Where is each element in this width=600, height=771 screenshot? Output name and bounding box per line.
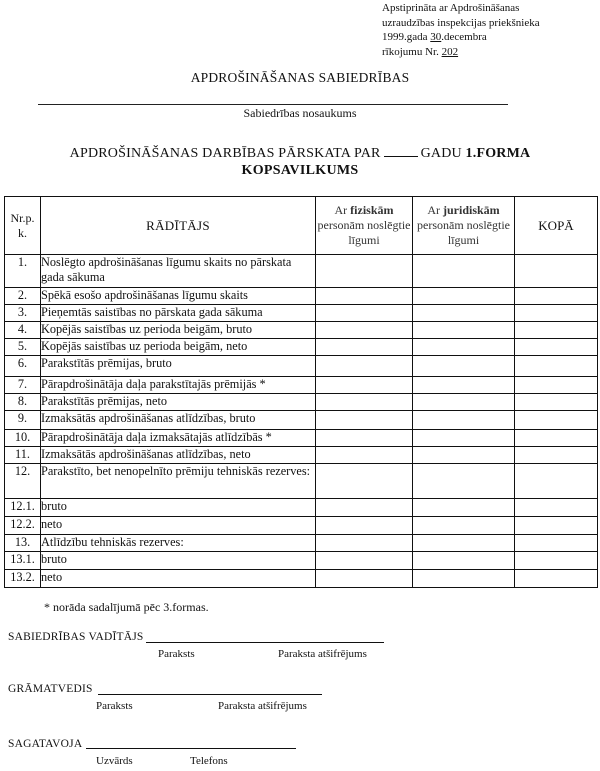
table-row: [5, 305, 598, 322]
row-indicator: Izmaksātās apdrošināšanas atlīdzības, neto: [41, 447, 316, 464]
preparer-phone-caption: Telefons: [190, 755, 228, 767]
table-row: [5, 499, 598, 517]
preparer-label: SAGATAVOJA: [8, 738, 83, 750]
row-number: 2.: [5, 288, 41, 305]
accountant-sign-caption: Paraksts: [96, 700, 133, 712]
table-row: [5, 322, 598, 339]
table-row: [5, 535, 598, 552]
row-indicator: bruto: [41, 552, 316, 570]
row-indicator: Pieņemtās saistības no pārskata gada sākuma: [41, 305, 316, 322]
legal-value-cell[interactable]: [413, 499, 515, 517]
footnote: * norāda sadalījumā pēc 3.formas.: [44, 600, 209, 614]
approval-date-prefix: 1999.gada: [382, 31, 431, 43]
preparer-signature-line[interactable]: [86, 748, 296, 749]
legal-value-cell[interactable]: [413, 464, 515, 499]
table-row: [5, 570, 598, 588]
table-row: [5, 356, 598, 377]
row-indicator: Pārapdrošinātāja daļa izmaksātajās atlīdzībās *: [41, 430, 316, 447]
report-subtitle: KOPSAVILKUMS: [241, 163, 359, 178]
col-header-legal-pre: Ar: [427, 203, 443, 217]
table-row: [5, 430, 598, 447]
col-header-legal: [413, 197, 515, 255]
row-number: 5.: [5, 339, 41, 356]
report-title-left: APDROŠINĀŠANAS DARBĪBAS PĀRSKATA PAR: [69, 146, 381, 161]
table-row: [5, 394, 598, 411]
form-label: 1.FORMA: [465, 146, 531, 161]
total-value-cell[interactable]: [515, 552, 598, 570]
accountant-label: GRĀMATVEDIS: [8, 683, 93, 695]
row-number: 8.: [5, 394, 41, 411]
legal-value-cell[interactable]: [413, 322, 515, 339]
total-value-cell[interactable]: [515, 499, 598, 517]
col-header-legal-bold: juridiskām: [442, 203, 500, 217]
manager-signature-line[interactable]: [146, 642, 384, 643]
approval-note: [382, 1, 597, 59]
total-value-cell[interactable]: [515, 570, 598, 588]
legal-value-cell[interactable]: [413, 394, 515, 411]
col-header-legal-rest: personām noslēgtie līgumi: [417, 218, 510, 247]
physical-value-cell[interactable]: [316, 411, 413, 430]
approval-day: 30: [430, 31, 442, 43]
physical-value-cell[interactable]: [316, 255, 413, 288]
row-indicator: Atlīdzību tehniskās rezerves:: [41, 535, 316, 552]
approval-line-1: Apstiprināta ar Apdrošināšanas: [382, 2, 520, 14]
physical-value-cell[interactable]: [316, 570, 413, 588]
physical-value-cell[interactable]: [316, 447, 413, 464]
total-value-cell[interactable]: [515, 535, 598, 552]
total-value-cell[interactable]: [515, 255, 598, 288]
total-value-cell[interactable]: [515, 394, 598, 411]
table-row: [5, 255, 598, 288]
legal-value-cell[interactable]: [413, 430, 515, 447]
total-value-cell[interactable]: [515, 377, 598, 394]
row-number: 12.1.: [5, 499, 41, 517]
row-indicator: Spēkā esošo apdrošināšanas līgumu skaits: [41, 288, 316, 305]
accountant-signature-line[interactable]: [98, 694, 322, 695]
legal-value-cell[interactable]: [413, 552, 515, 570]
row-indicator: Parakstītās prēmijas, neto: [41, 394, 316, 411]
table-row: [5, 339, 598, 356]
total-value-cell[interactable]: [515, 305, 598, 322]
legal-value-cell[interactable]: [413, 517, 515, 535]
approval-line-4: [382, 45, 597, 60]
physical-value-cell[interactable]: [316, 322, 413, 339]
physical-value-cell[interactable]: [316, 464, 413, 499]
company-title: APDROŠINĀŠANAS SABIEDRĪBAS: [190, 70, 410, 85]
approval-month: .decembra: [441, 31, 487, 43]
report-title: [0, 146, 600, 162]
total-value-cell[interactable]: [515, 411, 598, 430]
row-indicator: Kopējās saistības uz perioda beigām, neto: [41, 339, 316, 356]
col-header-physical-rest: personām noslēgtie līgumi: [317, 218, 411, 247]
physical-value-cell[interactable]: [316, 535, 413, 552]
summary-table: [4, 196, 598, 588]
table-body: [5, 255, 598, 588]
row-number: 13.2.: [5, 570, 41, 588]
table-row: [5, 464, 598, 499]
table-row: [5, 411, 598, 430]
legal-value-cell[interactable]: [413, 305, 515, 322]
table-row: [5, 377, 598, 394]
col-header-nr: Nr.p. k.: [5, 197, 41, 255]
company-name-line[interactable]: [38, 104, 508, 105]
row-number: 12.2.: [5, 517, 41, 535]
physical-value-cell[interactable]: [316, 517, 413, 535]
table-row: [5, 288, 598, 305]
table-header-row: [5, 197, 598, 255]
total-value-cell[interactable]: [515, 356, 598, 377]
manager-label: SABIEDRĪBAS VADĪTĀJS: [8, 631, 144, 643]
physical-value-cell[interactable]: [316, 377, 413, 394]
approval-line-2: uzraudzības inspekcijas priekšnieka: [382, 16, 540, 29]
physical-value-cell[interactable]: [316, 394, 413, 411]
physical-value-cell[interactable]: [316, 356, 413, 377]
approval-order-prefix: rīkojumu Nr.: [382, 45, 442, 58]
row-number: 1.: [5, 255, 41, 288]
total-value-cell[interactable]: [515, 517, 598, 535]
row-number: 13.: [5, 535, 41, 552]
physical-value-cell[interactable]: [316, 305, 413, 322]
legal-value-cell[interactable]: [413, 255, 515, 288]
legal-value-cell[interactable]: [413, 447, 515, 464]
legal-value-cell[interactable]: [413, 570, 515, 588]
legal-value-cell[interactable]: [413, 339, 515, 356]
row-number: 6.: [5, 356, 41, 377]
total-value-cell[interactable]: [515, 464, 598, 499]
row-indicator: neto: [41, 570, 316, 588]
physical-value-cell[interactable]: [316, 430, 413, 447]
row-number: 12.: [5, 464, 41, 499]
accountant-decode-caption: Paraksta atšifrējums: [218, 700, 307, 712]
row-indicator: Parakstītās prēmijas, bruto: [41, 356, 316, 377]
preparer-surname-caption: Uzvārds: [96, 755, 133, 767]
col-header-indicator: RĀDĪTĀJS: [41, 197, 316, 255]
row-indicator: neto: [41, 517, 316, 535]
approval-line-3: [382, 30, 597, 45]
physical-value-cell[interactable]: [316, 552, 413, 570]
legal-value-cell[interactable]: [413, 411, 515, 430]
col-header-total: KOPĀ: [515, 197, 598, 255]
total-value-cell[interactable]: [515, 322, 598, 339]
total-value-cell[interactable]: [515, 288, 598, 305]
approval-order-number: 202: [441, 45, 459, 58]
legal-value-cell[interactable]: [413, 288, 515, 305]
row-indicator: Izmaksātās apdrošināšanas atlīdzības, bruto: [41, 411, 316, 430]
row-number: 7.: [5, 377, 41, 394]
row-indicator: bruto: [41, 499, 316, 517]
row-indicator: Parakstīto, bet nenopelnīto prēmiju tehniskās rezerves:: [41, 464, 316, 499]
legal-value-cell[interactable]: [413, 377, 515, 394]
row-number: 13.1.: [5, 552, 41, 570]
row-indicator: Noslēgto apdrošināšanas līgumu skaits no pārskata gada sākuma: [41, 255, 316, 288]
manager-decode-caption: Paraksta atšifrējums: [278, 648, 367, 660]
col-header-physical-pre: Ar: [334, 203, 351, 217]
manager-sign-caption: Paraksts: [158, 648, 195, 660]
col-header-physical-bold: fiziskām: [350, 203, 394, 217]
total-value-cell[interactable]: [515, 339, 598, 356]
legal-value-cell[interactable]: [413, 356, 515, 377]
total-value-cell[interactable]: [515, 430, 598, 447]
table-row: [5, 447, 598, 464]
year-blank[interactable]: [384, 146, 418, 157]
col-header-physical: [316, 197, 413, 255]
total-value-cell[interactable]: [515, 447, 598, 464]
table-row: [5, 552, 598, 570]
legal-value-cell[interactable]: [413, 535, 515, 552]
physical-value-cell[interactable]: [316, 288, 413, 305]
physical-value-cell[interactable]: [316, 339, 413, 356]
row-number: 9.: [5, 411, 41, 430]
company-caption: Sabiedrības nosaukums: [243, 106, 357, 120]
row-number: 3.: [5, 305, 41, 322]
report-title-right: GADU: [420, 146, 462, 161]
row-number: 4.: [5, 322, 41, 339]
row-number: 10.: [5, 430, 41, 447]
physical-value-cell[interactable]: [316, 499, 413, 517]
row-indicator: Kopējās saistības uz perioda beigām, bruto: [41, 322, 316, 339]
row-indicator: Pārapdrošinātāja daļa parakstītajās prēmijās *: [41, 377, 316, 394]
table-row: [5, 517, 598, 535]
row-number: 11.: [5, 447, 41, 464]
